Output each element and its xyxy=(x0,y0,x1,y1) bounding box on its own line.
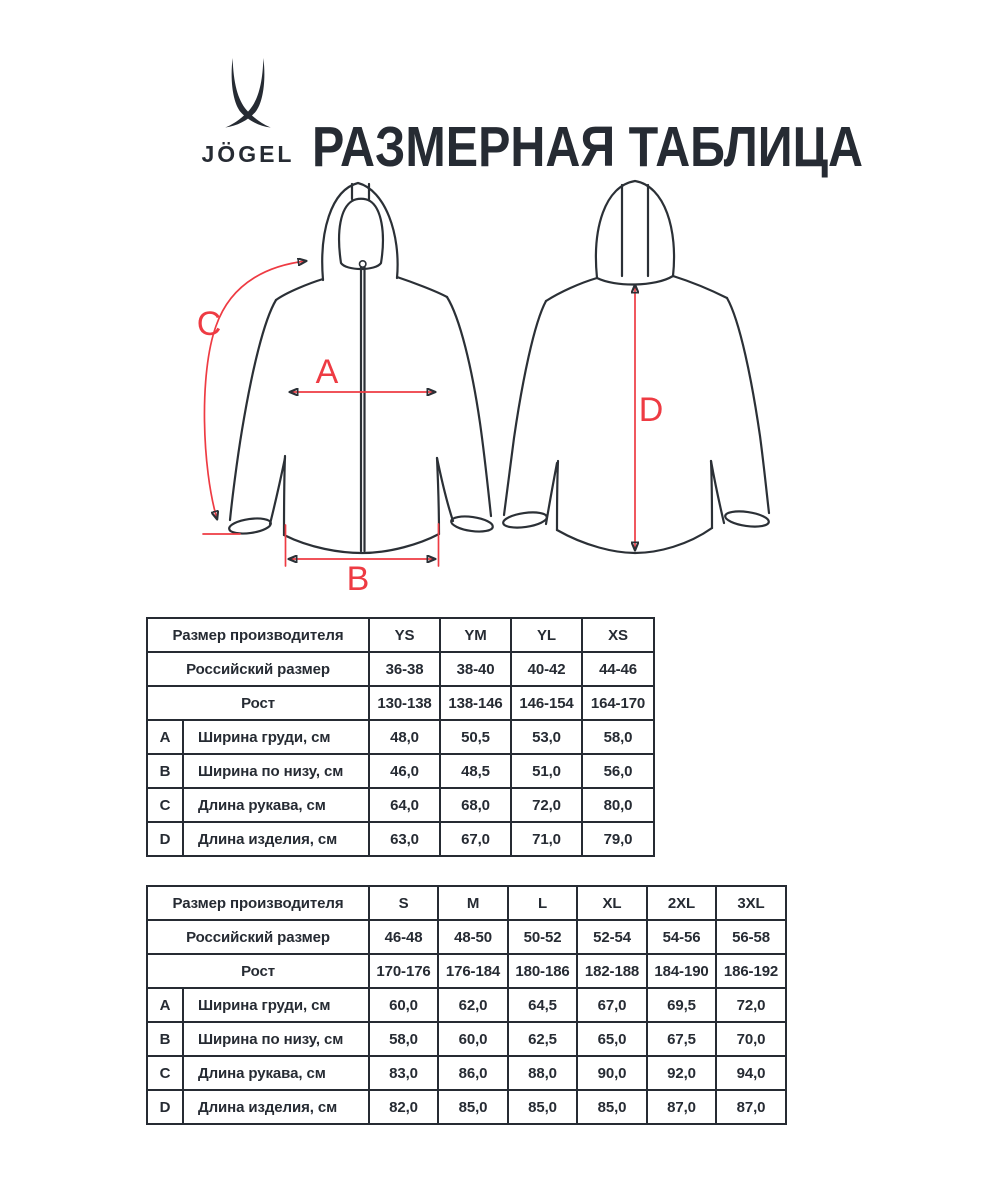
size-code: 2XL xyxy=(647,886,716,920)
left-sleeve-outer xyxy=(504,301,546,515)
hood-seams xyxy=(622,185,648,276)
measure-value: 48,0 xyxy=(369,720,440,754)
measure-value: 86,0 xyxy=(438,1056,508,1090)
height-value: 130-138 xyxy=(369,686,440,720)
page-title: РАЗМЕРНАЯ ТАБЛИЦА xyxy=(312,115,864,180)
measure-name: Длина рукава, см xyxy=(183,1056,369,1090)
measure-label-d: D xyxy=(638,391,664,429)
size-value: 54-56 xyxy=(647,920,716,954)
left-shoulder xyxy=(546,278,597,301)
measure-value: 94,0 xyxy=(716,1056,786,1090)
measure-value: 85,0 xyxy=(577,1090,647,1124)
table-row xyxy=(147,920,786,954)
size-value: 38-40 xyxy=(440,652,511,686)
measure-name: Ширина груди, см xyxy=(183,720,369,754)
height-value: 170-176 xyxy=(369,954,438,988)
jacket-back-diagram xyxy=(500,168,830,600)
table-row xyxy=(147,988,786,1022)
right-shoulder xyxy=(673,276,727,298)
measure-letter: C xyxy=(147,788,183,822)
measure-name: Длина рукава, см xyxy=(183,788,369,822)
measure-letter: D xyxy=(147,1090,183,1124)
size-value: 46-48 xyxy=(369,920,438,954)
height-value: 146-154 xyxy=(511,686,582,720)
measure-value: 63,0 xyxy=(369,822,440,856)
measure-name: Ширина по низу, см xyxy=(183,754,369,788)
measure-value: 67,0 xyxy=(577,988,647,1022)
measure-letter: B xyxy=(147,1022,183,1056)
measure-label-a: A xyxy=(315,353,339,391)
size-table-youth xyxy=(146,617,655,857)
hood-outline xyxy=(596,181,674,278)
table-row xyxy=(147,1056,786,1090)
size-value: 36-38 xyxy=(369,652,440,686)
brand-logo xyxy=(190,58,306,168)
russian-size-label: Российский размер xyxy=(147,652,369,686)
measure-name: Длина изделия, см xyxy=(183,822,369,856)
measure-letter: D xyxy=(147,822,183,856)
size-code: 3XL xyxy=(716,886,786,920)
table-row xyxy=(147,652,654,686)
size-code: M xyxy=(438,886,508,920)
size-code: YS xyxy=(369,618,440,652)
height-value: 186-192 xyxy=(716,954,786,988)
measure-value: 64,5 xyxy=(508,988,577,1022)
torso-left xyxy=(557,461,558,530)
measure-value: 67,0 xyxy=(440,822,511,856)
left-sleeve-inner xyxy=(270,458,285,524)
measure-value: 62,5 xyxy=(508,1022,577,1056)
right-sleeve-outer xyxy=(447,297,491,516)
measure-value: 58,0 xyxy=(582,720,654,754)
neckline xyxy=(597,276,673,285)
measure-value: 82,0 xyxy=(369,1090,438,1124)
measure-label-c: C xyxy=(196,305,222,343)
measure-value: 65,0 xyxy=(577,1022,647,1056)
measure-value: 46,0 xyxy=(369,754,440,788)
size-code: L xyxy=(508,886,577,920)
size-value: 56-58 xyxy=(716,920,786,954)
producer-size-label: Размер производителя xyxy=(147,618,369,652)
russian-size-label: Российский размер xyxy=(147,920,369,954)
measure-arrow-c xyxy=(204,261,306,519)
height-value: 180-186 xyxy=(508,954,577,988)
measure-value: 69,5 xyxy=(647,988,716,1022)
measure-letter: B xyxy=(147,754,183,788)
hood-opening xyxy=(339,199,383,269)
table-row xyxy=(147,720,654,754)
measure-name: Длина изделия, см xyxy=(183,1090,369,1124)
height-value: 138-146 xyxy=(440,686,511,720)
table-row xyxy=(147,1090,786,1124)
right-sleeve-outer xyxy=(727,298,769,513)
measure-value: 64,0 xyxy=(369,788,440,822)
measure-letter: A xyxy=(147,988,183,1022)
left-cuff xyxy=(502,510,548,530)
measure-value: 60,0 xyxy=(438,1022,508,1056)
height-label: Рост xyxy=(147,686,369,720)
measure-value: 56,0 xyxy=(582,754,654,788)
measure-value: 58,0 xyxy=(369,1022,438,1056)
brand-wordmark: JÖGEL xyxy=(201,141,295,167)
measure-value: 80,0 xyxy=(582,788,654,822)
right-shoulder xyxy=(397,277,447,297)
height-value: 182-188 xyxy=(577,954,647,988)
measure-value: 71,0 xyxy=(511,822,582,856)
size-value: 48-50 xyxy=(438,920,508,954)
right-cuff xyxy=(450,514,494,534)
left-sleeve-outer xyxy=(230,300,276,520)
measure-value: 79,0 xyxy=(582,822,654,856)
table-row xyxy=(147,686,654,720)
height-label: Рост xyxy=(147,954,369,988)
measure-value: 53,0 xyxy=(511,720,582,754)
table-row xyxy=(147,754,654,788)
zipper xyxy=(361,267,365,551)
measure-value: 85,0 xyxy=(438,1090,508,1124)
torso-right xyxy=(711,461,712,528)
brand-logo-icon xyxy=(210,58,286,140)
measure-label-b: B xyxy=(346,560,370,598)
table-row xyxy=(147,822,654,856)
measure-value: 90,0 xyxy=(577,1056,647,1090)
measure-value: 60,0 xyxy=(369,988,438,1022)
zipper-pull xyxy=(360,261,366,267)
measure-value: 50,5 xyxy=(440,720,511,754)
height-value: 164-170 xyxy=(582,686,654,720)
size-code: YL xyxy=(511,618,582,652)
size-table-adult xyxy=(146,885,787,1125)
jacket-front-diagram xyxy=(180,168,510,600)
table-row xyxy=(147,788,654,822)
torso-left xyxy=(284,456,285,535)
left-shoulder xyxy=(276,279,323,300)
height-value: 184-190 xyxy=(647,954,716,988)
measure-value: 92,0 xyxy=(647,1056,716,1090)
size-value: 52-54 xyxy=(577,920,647,954)
measure-letter: A xyxy=(147,720,183,754)
measure-value: 62,0 xyxy=(438,988,508,1022)
size-code: S xyxy=(369,886,438,920)
left-cuff xyxy=(228,516,272,536)
measure-value: 85,0 xyxy=(508,1090,577,1124)
size-value: 40-42 xyxy=(511,652,582,686)
size-value: 44-46 xyxy=(582,652,654,686)
size-code: XS xyxy=(582,618,654,652)
table-row xyxy=(147,618,654,652)
right-cuff xyxy=(724,509,770,529)
measure-value: 70,0 xyxy=(716,1022,786,1056)
left-sleeve-inner xyxy=(546,463,557,524)
measure-value: 87,0 xyxy=(647,1090,716,1124)
measure-value: 72,0 xyxy=(511,788,582,822)
measure-value: 87,0 xyxy=(716,1090,786,1124)
measure-value: 68,0 xyxy=(440,788,511,822)
measure-value: 83,0 xyxy=(369,1056,438,1090)
table-row xyxy=(147,886,786,920)
table-row xyxy=(147,954,786,988)
height-value: 176-184 xyxy=(438,954,508,988)
measure-value: 72,0 xyxy=(716,988,786,1022)
measure-value: 88,0 xyxy=(508,1056,577,1090)
table-row xyxy=(147,1022,786,1056)
measure-value: 48,5 xyxy=(440,754,511,788)
measure-value: 51,0 xyxy=(511,754,582,788)
measure-name: Ширина по низу, см xyxy=(183,1022,369,1056)
size-code: YM xyxy=(440,618,511,652)
measure-value: 67,5 xyxy=(647,1022,716,1056)
size-code: XL xyxy=(577,886,647,920)
producer-size-label: Размер производителя xyxy=(147,886,369,920)
size-value: 50-52 xyxy=(508,920,577,954)
measure-name: Ширина груди, см xyxy=(183,988,369,1022)
measure-letter: C xyxy=(147,1056,183,1090)
